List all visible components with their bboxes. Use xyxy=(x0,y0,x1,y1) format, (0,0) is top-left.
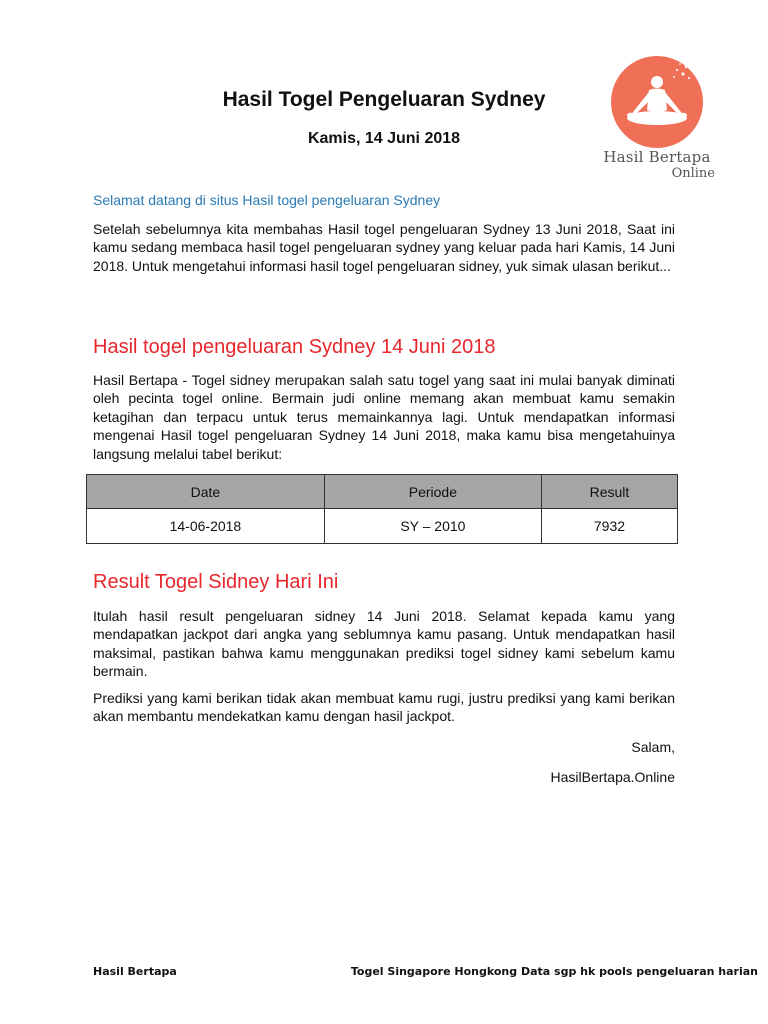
section-heading-results: Hasil togel pengeluaran Sydney 14 Juni 2018 xyxy=(93,336,496,358)
page-date: Kamis, 14 Juni 2018 xyxy=(307,130,461,147)
results-table xyxy=(86,474,678,544)
logo-text-online: Online xyxy=(671,166,715,181)
section-paragraph-results: Hasil Bertapa - Togel sidney merupakan salah satu togel yang saat ini mulai banyak diminati oleh pecinta togel online. Bermain judi online memang akan membuat kamu semakin ketagihan dan terpacu untuk terus memainkannya lagi. Untuk mendapatkan informasi mengenai Hasil togel pengeluaran Sydney 14 Juni 2018, maka kamu bisa mengetahuinya langsung melalui tabel berikut: xyxy=(93,372,675,462)
table-cell-result: 7932 xyxy=(541,509,677,544)
table-header-date: Date xyxy=(87,475,325,509)
closing-text: Salam, xyxy=(631,739,675,755)
welcome-text: Selamat datang di situs Hasil togel pengeluaran Sydney xyxy=(93,192,441,208)
footer-right: Togel Singapore Hongkong Data sgp hk pools pengeluaran harian xyxy=(350,965,758,978)
section-paragraph-today-1: Itulah hasil result pengeluaran sidney 14 Juni 2018. Selamat kepada kamu yang mendapatkan jackpot dari angka yang seblumnya kamu pasang. Untuk mendapatkan hasil maksimal, pastikan bahwa kamu menggunakan prediksi togel sidney kami sebelum kamu bermain. xyxy=(93,608,675,680)
logo-text-brand: Hasil Bertapa xyxy=(603,148,711,166)
table-cell-periode: SY – 2010 xyxy=(324,509,541,544)
table-row xyxy=(87,509,678,544)
page-title: Hasil Togel Pengeluaran Sydney xyxy=(222,88,546,111)
table-header-periode: Periode xyxy=(324,475,541,509)
intro-paragraph: Setelah sebelumnya kita membahas Hasil togel pengeluaran Sydney 13 Juni 2018, Saat ini kamu sedang membaca hasil togel pengeluaran sydney yang keluar pada hari Kamis, 14 Juni 2018. Untuk mengetahui informasi hasil togel pengeluaran sidney, yuk simak ulasan berikut... xyxy=(93,221,675,274)
footer-left: Hasil Bertapa xyxy=(93,965,177,978)
table-cell-date: 14-06-2018 xyxy=(87,509,325,544)
table-header-row xyxy=(87,475,678,509)
section-paragraph-today-2: Prediksi yang kami berikan tidak akan membuat kamu rugi, justru prediksi yang kami berikan akan membantu mendekatkan kamu dengan hasil jackpot. xyxy=(93,690,675,725)
section-heading-today: Result Togel Sidney Hari Ini xyxy=(93,571,339,593)
site-logo xyxy=(597,52,717,187)
signature-text: HasilBertapa.Online xyxy=(550,769,675,785)
table-header-result: Result xyxy=(541,475,677,509)
